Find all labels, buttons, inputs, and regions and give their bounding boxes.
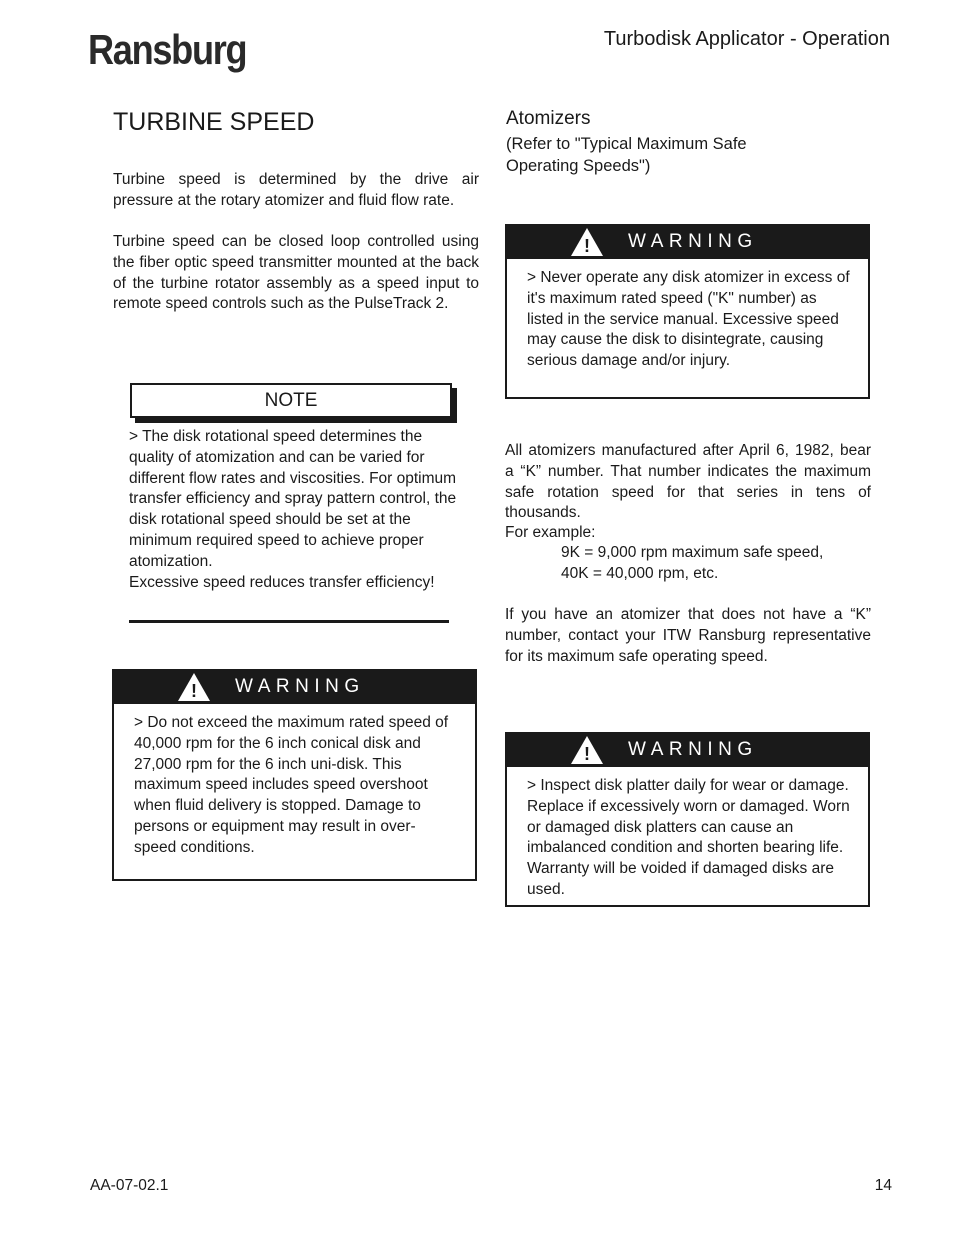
atomizers-heading: Atomizers [506,108,591,129]
note-text-emphasis: Excessive speed reduces transfer efficiency! [129,573,435,591]
warning-label: WARNING [628,739,758,760]
exclamation-icon: ! [191,681,197,701]
note-divider [129,620,449,623]
warning-box-max-rated-speed [505,224,870,399]
warning-text: > Inspect disk platter daily for wear or damage. Replace if excessively worn or damaged. Worn or damaged disk platters can cause an imbalanced condition and shorten bearing life. Warranty will be voided if damaged disks are used. [527,777,850,898]
warning-header [507,734,868,767]
turbine-speed-paragraph-1: Turbine speed is determined by the drive air pressure at the rotary atomizer and fluid flow rate. [113,171,479,209]
example-label: For example: [505,524,596,541]
document-number: AA-07-02.1 [90,1177,169,1194]
warning-label: WARNING [628,231,758,252]
exclamation-icon: ! [584,236,590,256]
warning-text: > Never operate any disk atomizer in excess of it's maximum rated speed ("K" number) as listed in the service manual. Excessive speed may cause the disk to disintegrate, causing serious damage and/or injury. [527,269,850,370]
k-number-paragraph: All atomizers manufactured after April 6, 1982, bear a “K” number. That number indicates the maximum safe rotation speed for that series in tens of thousands. [505,442,871,522]
section-title: TURBINE SPEED [113,108,315,136]
note-text: > The disk rotational speed determines the quality of atomization and can be varied for different flow rates and viscosities. For optimum transfer efficiency and spray pattern control, the disk rotational speed should be set at the minimum required speed to achieve proper atomization. [129,428,457,570]
warning-box-inspect-platter [505,732,870,907]
warning-label: WARNING [235,676,365,697]
warning-text: > Do not exceed the maximum rated speed of 40,000 rpm for the 6 inch conical disk and 27,000 rpm for the 6 inch uni-disk. This maximum speed includes speed overshoot when fluid delivery is stopped. Damage to persons or equipment may result in over-speed conditions. [134,714,449,856]
warning-header [507,226,868,259]
header-title: Turbodisk Applicator - Operation [603,28,890,50]
warning-box-speed-limit [112,669,477,881]
example-line-1: 9K = 9,000 rpm maximum safe speed, [561,544,824,561]
turbine-speed-paragraph-2: Turbine speed can be closed loop controlled using the fiber optic speed transmitter mounted at the back of the turbine rotator assembly as a speed input to remote speed controls such as the PulseTrack 2. [113,233,479,313]
ransburg-logo: Ransburg [88,26,247,73]
note-header: NOTE [130,383,452,418]
atomizers-reference-note: (Refer to "Typical Maximum Safe Operating Speeds") [506,135,747,175]
example-line-2: 40K = 40,000 rpm, etc. [561,565,719,582]
exclamation-icon: ! [584,744,590,764]
note-body [129,427,459,593]
warning-header [114,671,475,704]
contact-paragraph: If you have an atomizer that does not have a “K” number, contact your ITW Ransburg representative for its maximum safe operating speed. [505,606,871,665]
page-number: 14 [874,1177,892,1194]
